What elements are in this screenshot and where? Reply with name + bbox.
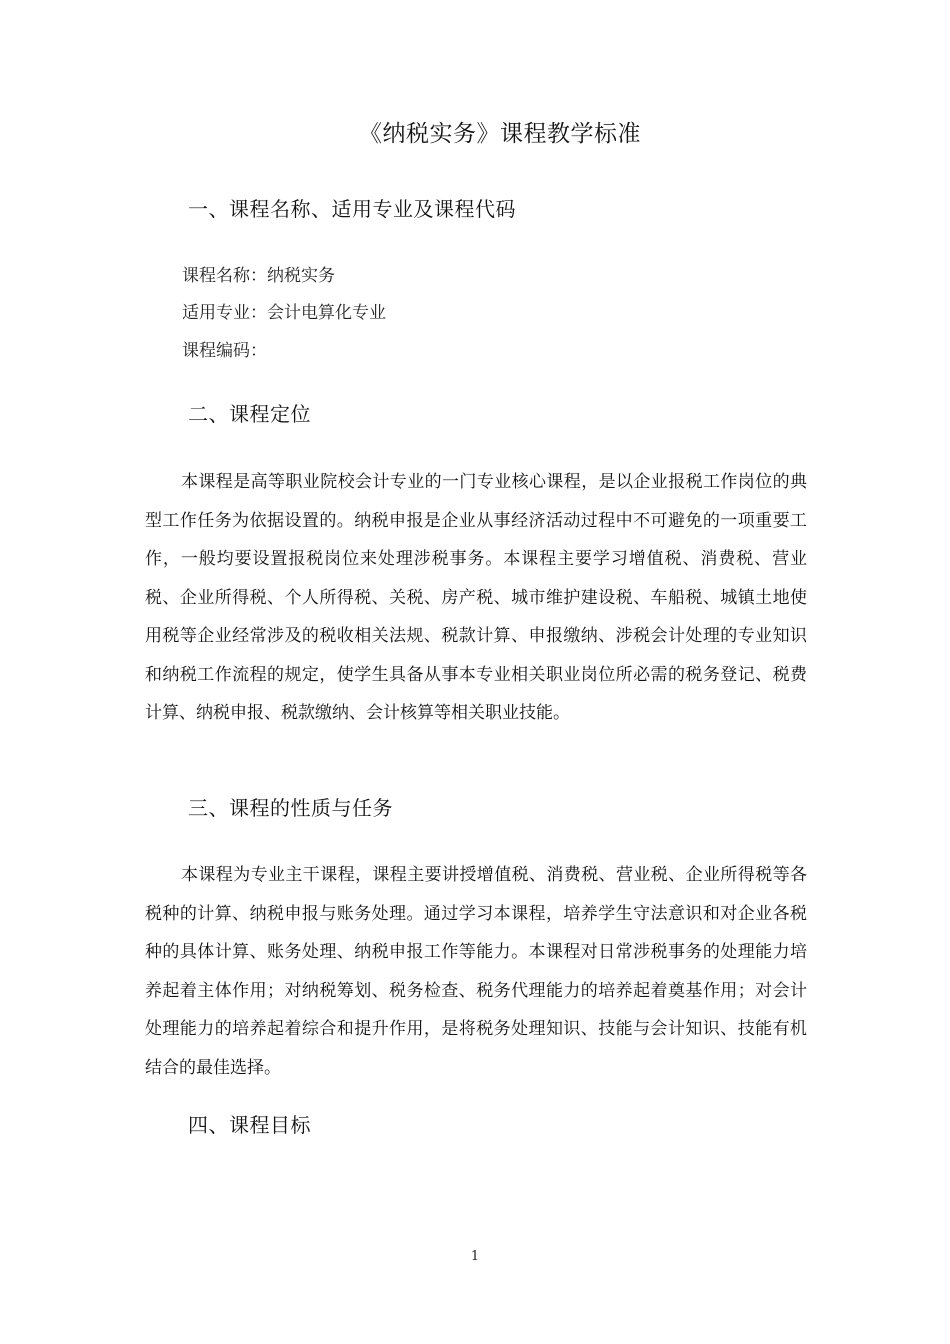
course-name-line: 课程名称：纳税实务 (182, 266, 335, 286)
section-heading-course-name: 一、课程名称、适用专业及课程代码 (188, 197, 516, 221)
page-number: 1 (470, 1249, 480, 1264)
document-title: 《纳税实务》课程教学标准 (359, 121, 641, 147)
section-heading-course-positioning: 二、课程定位 (188, 402, 311, 426)
section-heading-course-nature: 三、课程的性质与任务 (188, 796, 393, 820)
course-positioning-paragraph: 本课程是高等职业院校会计专业的一门专业核心课程，是以企业报税工作岗位的典型工作任务为依据设置的。纳税申报是企业从事经济活动过程中不可避免的一项重要工作，一般均要设置报税岗位来处理涉税事务。本课程主要学习增值税、消费税、营业税、企业所得税、个人所得税、关税、房产税、城市维护建设税、车船税、城镇土地使用税等企业经常涉及的税收相关法规、税款计算、申报缴纳、涉税会计处理的专业知识和纳税工作流程的规定，使学生具备从事本专业相关职业岗位所必需的税务登记、税费计算、纳税申报、税款缴纳、会计核算等相关职业技能。 (145, 472, 807, 723)
section-heading-course-objectives: 四、课程目标 (188, 1113, 311, 1137)
course-nature-paragraph: 本课程为专业主干课程，课程主要讲授增值税、消费税、营业税、企业所得税等各税种的计算、纳税申报与账务处理。通过学习本课程，培养学生守法意识和对企业各税种的具体计算、账务处理、纳税申报工作等能力。本课程对日常涉税事务的处理能力培养起着主体作用；对纳税筹划、税务检查、税务代理能力的培养起着奠基作用；对会计处理能力的培养起着综合和提升作用，是将税务处理知识、技能与会计知识、技能有机结合的最佳选择。 (145, 865, 807, 1078)
applicable-major-line: 适用专业：会计电算化专业 (182, 303, 386, 323)
course-code-line: 课程编码： (182, 341, 267, 361)
